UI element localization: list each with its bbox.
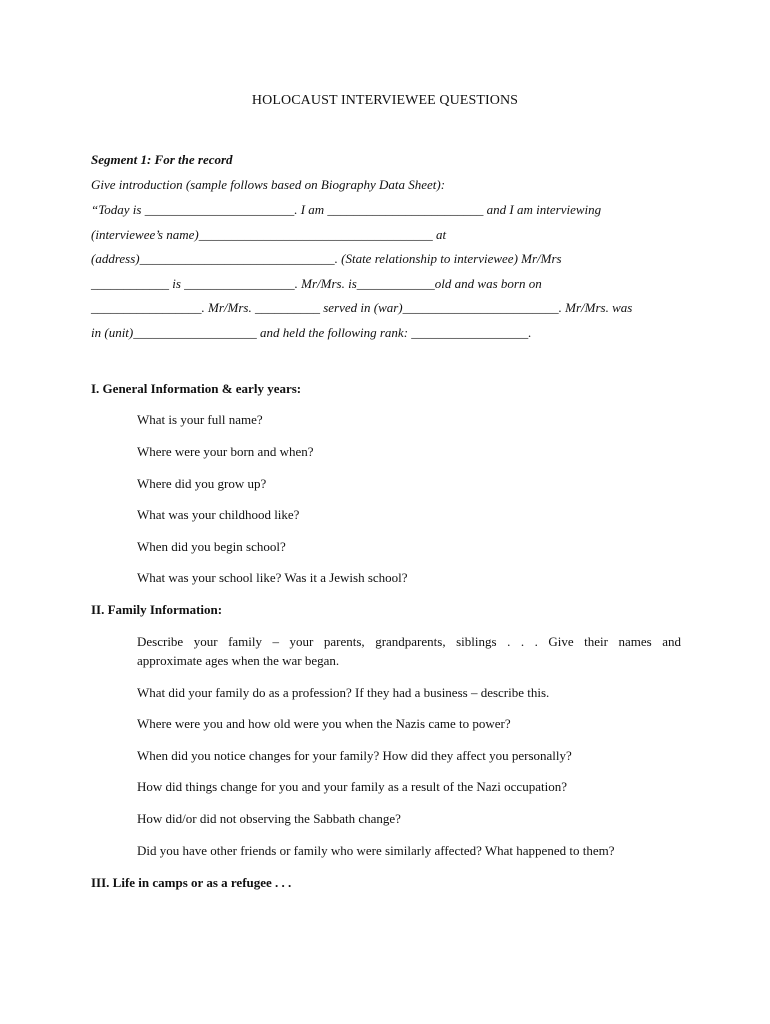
- section-2-heading: II. Family Information:: [91, 602, 223, 617]
- question-item: When did you begin school?: [137, 539, 286, 554]
- question-item: Did you have other friends or family who were similarly affected? What happened to them?: [137, 843, 615, 858]
- section-3-heading: III. Life in camps or as a refugee . . .: [91, 875, 292, 890]
- record-line: in (unit)___________________ and held the following rank: __________________.: [91, 325, 532, 340]
- question-item: What was your childhood like?: [137, 507, 300, 522]
- section-1-heading: I. General Information & early years:: [91, 381, 302, 396]
- document-title: HOLOCAUST INTERVIEWEE QUESTIONS: [251, 93, 519, 108]
- record-line: “Today is _______________________. I am ________________________ and I am interviewing: [91, 202, 602, 217]
- question-item: Describe your family – your parents, grandparents, siblings . . . Give their names and: [137, 634, 681, 649]
- question-item: How did/or did not observing the Sabbath change?: [137, 811, 401, 826]
- question-item: When did you notice changes for your family? How did they affect you personally?: [137, 748, 572, 763]
- question-item: Where did you grow up?: [137, 476, 267, 491]
- record-line: (address)______________________________. (State relationship to interviewee) Mr/Mrs: [91, 251, 562, 266]
- question-item: How did things change for you and your family as a result of the Nazi occupation?: [137, 779, 567, 794]
- question-item-continued: approximate ages when the war began.: [137, 653, 340, 668]
- record-line: _________________. Mr/Mrs. __________ served in (war)________________________. Mr/Mrs. was: [91, 300, 633, 315]
- question-item: What was your school like? Was it a Jewish school?: [137, 570, 408, 585]
- record-heading: Segment 1: For the record: [91, 152, 233, 167]
- record-line: (interviewee’s name)____________________________________ at: [91, 227, 447, 242]
- record-line: ____________ is _________________. Mr/Mrs. is____________old and was born on: [91, 276, 542, 291]
- question-item: What is your full name?: [137, 412, 263, 427]
- question-item: Where were you and how old were you when the Nazis came to power?: [137, 716, 511, 731]
- question-item: Where were your born and when?: [137, 444, 314, 459]
- question-item: What did your family do as a profession? If they had a business – describe this.: [137, 685, 550, 700]
- record-line: Give introduction (sample follows based on Biography Data Sheet):: [91, 177, 446, 192]
